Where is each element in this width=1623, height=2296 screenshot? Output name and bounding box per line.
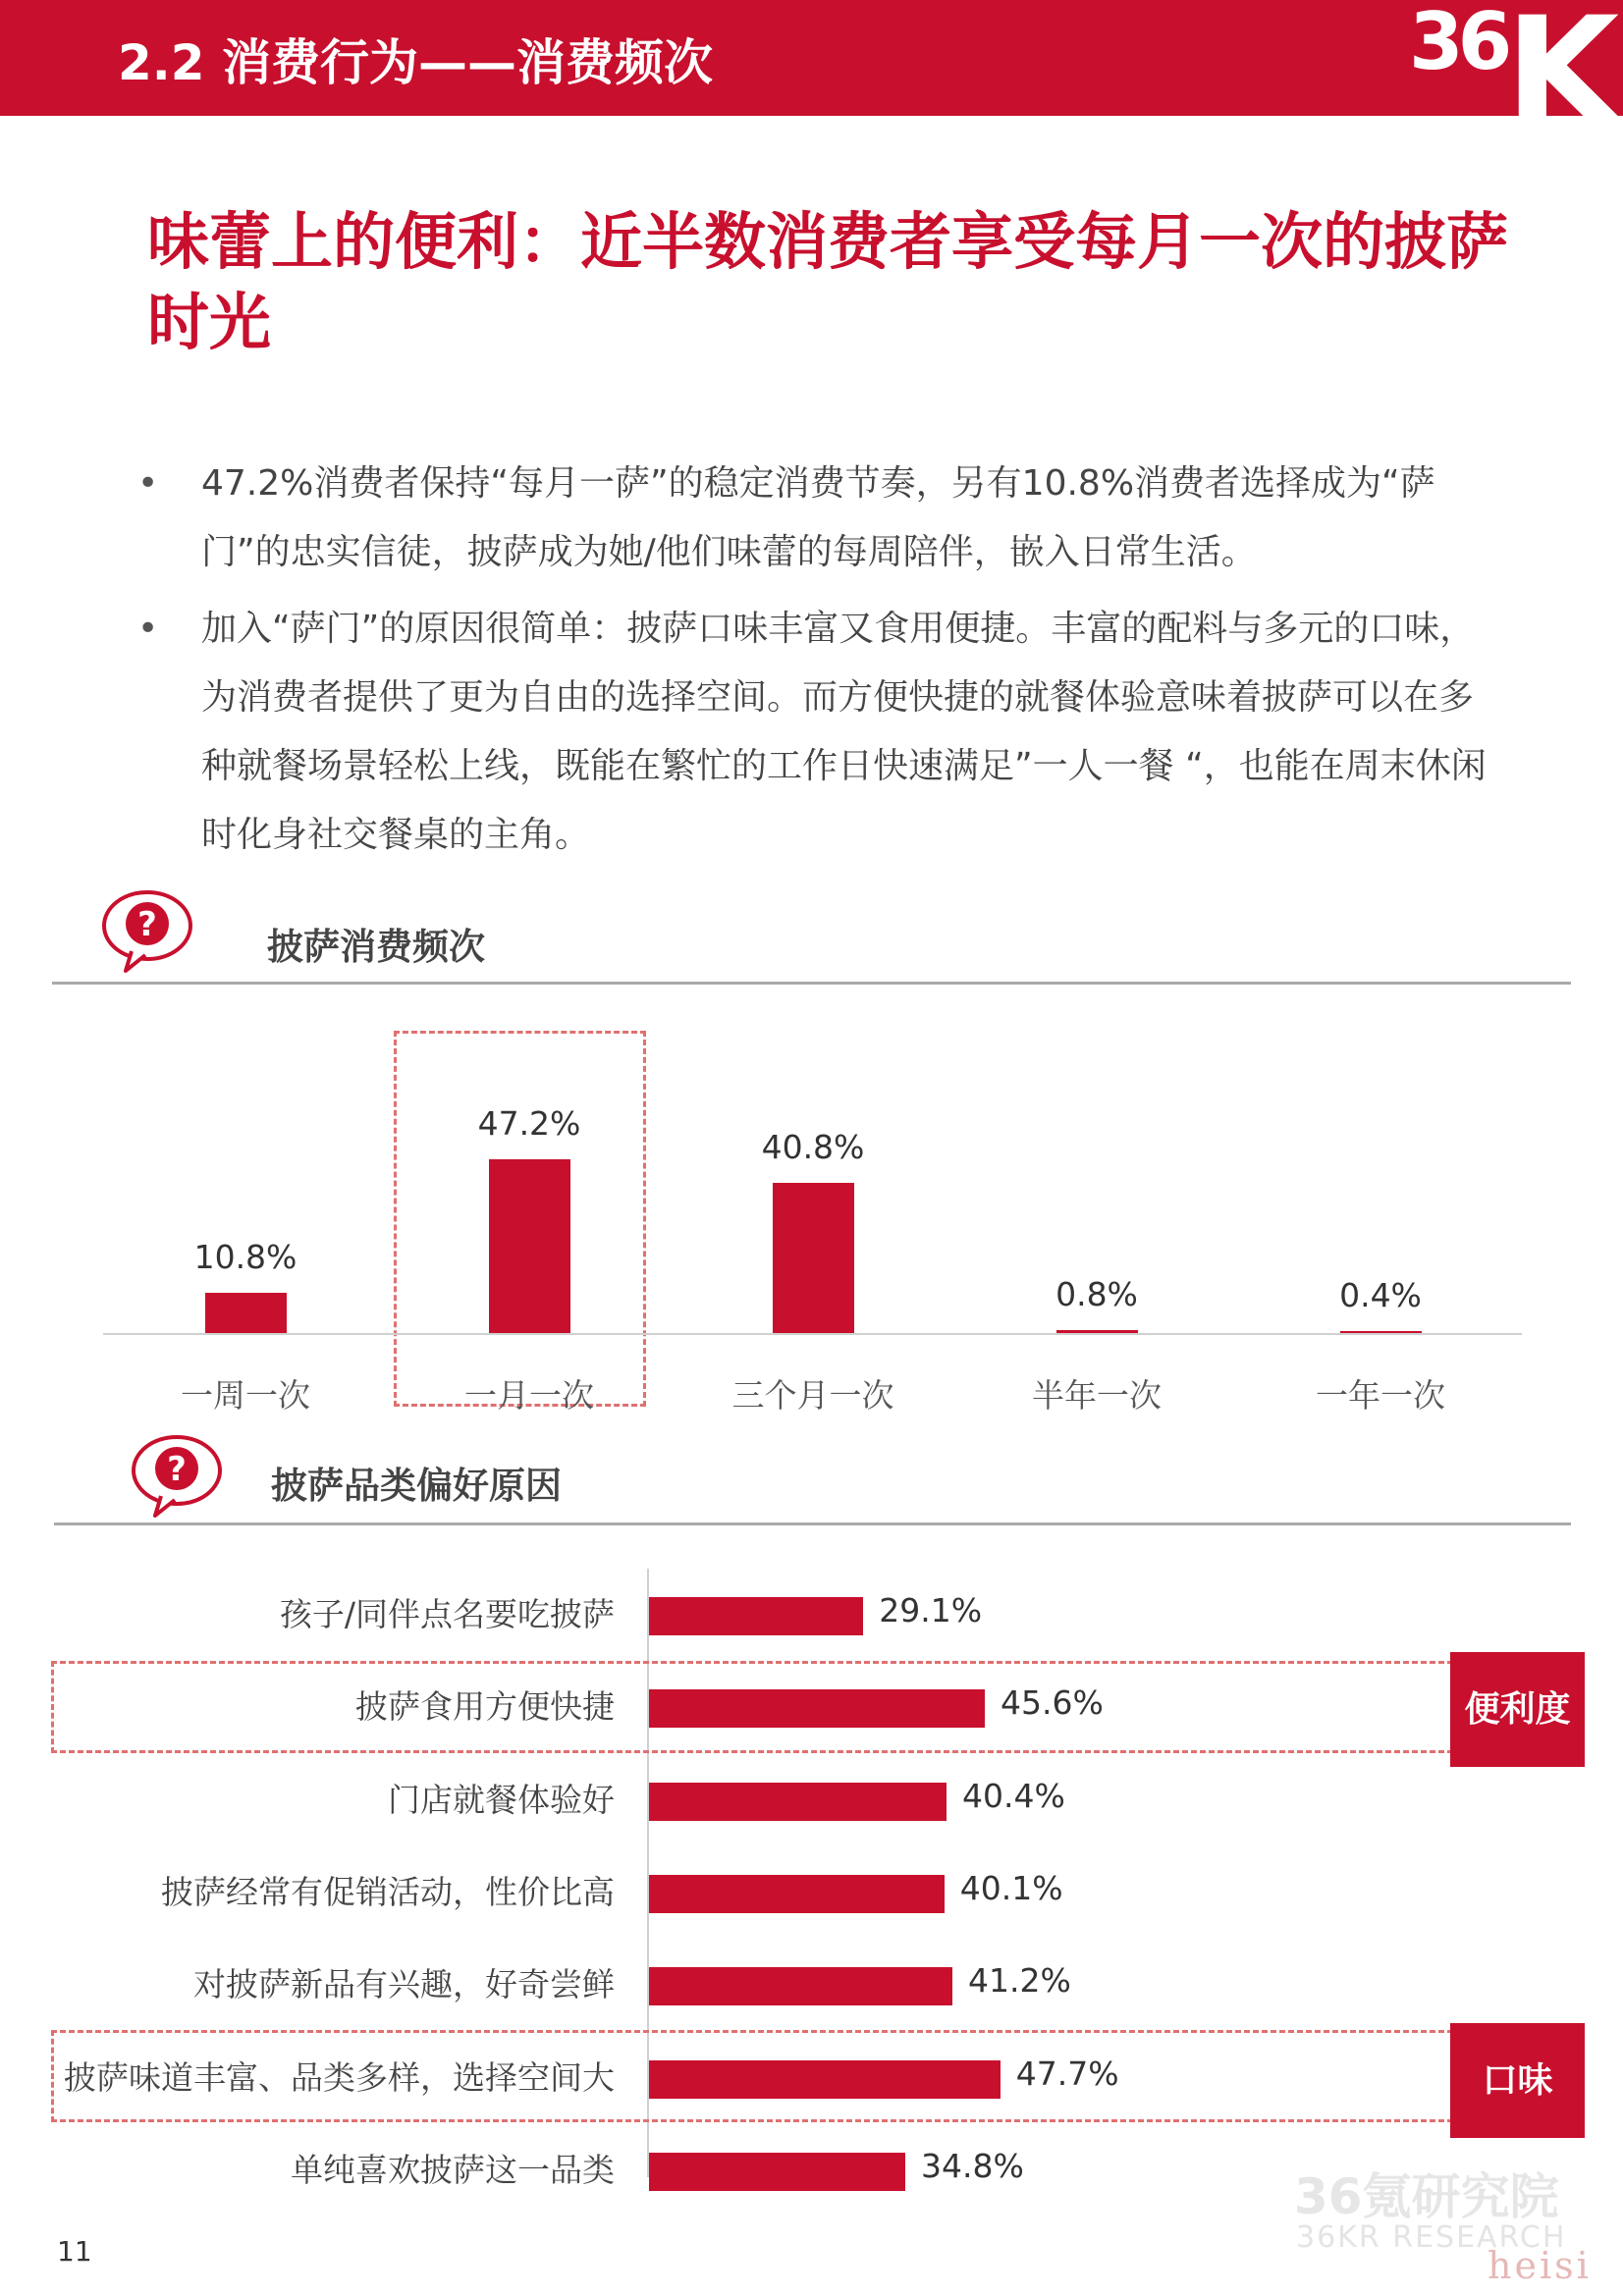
chart1-value-label: 47.2%: [477, 1103, 581, 1143]
chart2-bar: [649, 1875, 945, 1913]
chart1-axis: [103, 1333, 1522, 1335]
chart2-category-label: 孩子/同伴点名要吃披萨: [279, 1595, 615, 1633]
chart2-category-label: 单纯喜欢披萨这一品类: [291, 2150, 615, 2189]
chart1-title: 披萨消费频次: [267, 926, 485, 968]
logo-letter: K: [1505, 0, 1620, 157]
chart2-value-label: 29.1%: [879, 1591, 983, 1629]
chart2-category-label: 披萨经常有促销活动，性价比高: [161, 1872, 615, 1911]
chart2-bar: [649, 1783, 947, 1821]
chart2-category-label: 门店就餐体验好: [388, 1780, 615, 1819]
bullet-dot: •: [137, 463, 159, 504]
bullet-text: 47.2%消费者保持“每月一萨”的稳定消费节奏，另有10.8%消费者选择成为“萨门”的忠实信徒，披萨成为她/他们味蕾的每周陪伴，嵌入日常生活。: [201, 463, 1435, 572]
logo-number: 36: [1409, 0, 1507, 87]
section-divider: [54, 1522, 1571, 1525]
chart2-bar: [649, 2153, 905, 2191]
chart1-bar: [489, 1159, 570, 1333]
watermark-en: 36KR RESEARCH: [1296, 2220, 1567, 2255]
bullet-dot: •: [137, 609, 159, 649]
chart1-value-label: 10.8%: [193, 1238, 298, 1277]
bullet-list: [137, 450, 1502, 878]
chart1-bar: [1340, 1331, 1422, 1333]
chart1-category-label: 半年一次: [1032, 1376, 1162, 1415]
chart1-bar: [773, 1183, 854, 1333]
chart1-category-label: 三个月一次: [731, 1376, 894, 1415]
svg-text:?: ?: [137, 905, 157, 944]
chart2-bar: [649, 1597, 863, 1635]
chart1-value-label: 0.4%: [1339, 1276, 1422, 1314]
chart1-category-label: 一月一次: [464, 1376, 594, 1415]
watermark-signature: heisi: [1488, 2244, 1592, 2287]
chart2-bar: [649, 2060, 1001, 2099]
watermark-cn: 36氪研究院: [1294, 2168, 1559, 2225]
page-number: 11: [57, 2235, 92, 2268]
chart2-value-label: 34.8%: [921, 2146, 1024, 2185]
chart1-category-label: 一年一次: [1316, 1376, 1445, 1415]
chart2-bar: [649, 1967, 952, 2005]
bullet-item: [137, 450, 1502, 587]
chart2-value-label: 41.2%: [968, 1961, 1071, 2001]
question-bubble-icon: [128, 1431, 226, 1523]
chart2-value-label: 40.4%: [962, 1776, 1065, 1815]
section-divider: [52, 982, 1571, 985]
chart1-category-label: 一周一次: [181, 1376, 310, 1415]
section-title: 2.2 消费行为——消费频次: [118, 34, 713, 91]
bullet-item: [137, 595, 1502, 870]
chart1-value-label: 40.8%: [761, 1127, 865, 1166]
highlight-tag: 口味: [1450, 2023, 1585, 2138]
chart2-bar: [649, 1689, 985, 1728]
chart2-category-label: 披萨食用方便快捷: [355, 1687, 615, 1727]
chart2-title: 披萨品类偏好原因: [271, 1465, 562, 1507]
chart2-value-label: 47.7%: [1015, 2054, 1119, 2093]
chart2-category-label: 对披萨新品有兴趣，好奇尝鲜: [193, 1965, 615, 2004]
chart1-bar: [205, 1293, 287, 1333]
chart2-value-label: 40.1%: [959, 1868, 1063, 1907]
chart1-bar: [1056, 1330, 1138, 1333]
highlight-tag: 便利度: [1450, 1652, 1585, 1767]
question-bubble-icon: [98, 886, 196, 979]
brand-logo: [1399, 0, 1623, 157]
chart2-value-label: 45.6%: [1001, 1683, 1104, 1723]
header-bar: [0, 0, 1623, 157]
svg-text:?: ?: [167, 1450, 187, 1489]
chart2-category-label: 披萨味道丰富、品类多样，选择空间大: [64, 2057, 615, 2097]
bullet-text: 加入“萨门”的原因很简单：披萨口味丰富又食用便捷。丰富的配料与多元的口味，为消费者提供了更为自由的选择空间。而方便快捷的就餐体验意味着披萨可以在多种就餐场景轻松上线，既能在繁忙的工作日快速满足”一人一餐 “，也能在周末休闲时化身社交餐桌的主角。: [201, 609, 1487, 855]
page-headline: 味蕾上的便利：近半数消费者享受每月一次的披萨时光: [147, 206, 1508, 358]
chart1-value-label: 0.8%: [1055, 1274, 1138, 1313]
